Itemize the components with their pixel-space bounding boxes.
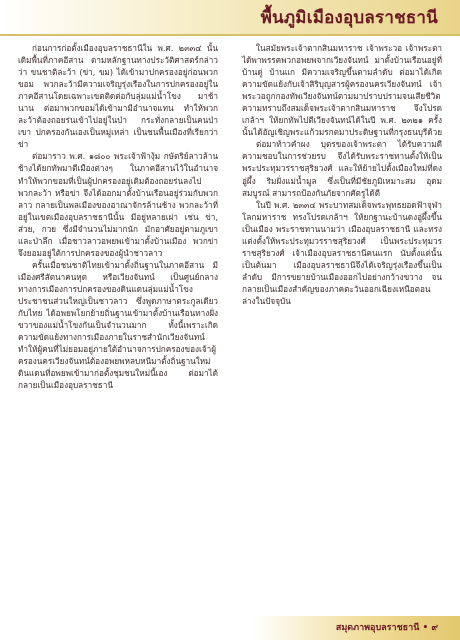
paragraph: ต่อมาราว พ.ศ. ๑๘๐๐ พระเจ้าฟ้างุ้ม กษัตริย์ลาวล้านช้างได้ยกทัพมาตีเมืองต่างๆ ในภาคอีสานไว้ในอำนาจ ทำให้พวกขอมที่เป็นผู้ปกครองอยู่เดิมต้องถอยร่นลงไป พวกละว้า หรือข่า จึงได้ออกมาตั้งบ้านเรือนอยู่ร่วมกับพวกลาว กลายเป็นพลเมืองของอาณาจักรล้านช้าง พวกละว้าที่อยู่ในเขตเมืองอุบลราชธานีนั้น มีอยู่หลายเผ่า เช่น ข่า, ส่วย, กวย ซึ่งมีจำนวนไม่มากนัก มักอาศัยอยู่ตามภูเขาและป่าลึก เมื่อชาวลาวอพยพเข้ามาตั้งบ้านเมือง พวกข่าจึงยอมอยู่ใต้การปกครองของผู้นำชาวลาว (18, 151, 218, 258)
paragraph: ครั้นเมื่อชนชาติไทยเข้ามาตั้งถิ่นฐานในภาคอีสาน มีเมืองศรีสัตนาคนหุต หรือเวียงจันทน์ เป็นศูนย์กลางทางการเมืองการปกครองของดินแดนลุ่มแม่น้ำโขง ประชาชนส่วนใหญ่เป็นชาวลาว ซึ่งพูดภาษาตระกูลเดียวกับไทย ได้อพยพโยกย้ายถิ่นฐานเข้ามาตั้งบ้านเรือนทางฝั่งขวาของแม่น้ำโขงกันเป็นจำนวนมาก ทั้งนี้เพราะเกิดความขัดแย้งทางการเมืองภายในราชสำนักเวียงจันทน์ ทำให้ผู้คนที่ไม่ยอมอยู่ภายใต้อำนาจการปกครองของเจ้าผู้ครองนครเวียงจันทน์ต้องอพยพหลบหนีมาตั้งถิ่นฐานใหม่ ดินแดนที่อพยพเข้ามาก่อตั้งชุมชนใหม่นี้เอง ต่อมาได้กลายเป็นเมืองอุบลราชธานี (18, 259, 218, 391)
paragraph: ในปี พ.ศ. ๒๓๓๔ พระบาทสมเด็จพระพุทธยอดฟ้าจุฬาโลกมหาราช ทรงโปรดเกล้าฯ ให้ยกฐานะบ้านดงอู่ผึ้งขึ้นเป็นเมือง พระราชทานนามว่า เมืองอุบลราชธานี และทรงแต่งตั้งให้พระประทุมวรราชสุริยวงศ์ เป็นพระประทุมวรราชสุริยวงศ์ เจ้าเมืองอุบลราชธานีคนแรก นับตั้งแต่นั้นเป็นต้นมา เมืองอุบลราชธานีจึงได้เจริญรุ่งเรืองขึ้นเป็นลำดับ มีการขยายบ้านเมืองออกไปอย่างกว้างขวาง จนกลายเป็นเมืองสำคัญของภาคตะวันออกเฉียงเหนือตอนล่างในปัจจุบัน (242, 199, 442, 306)
paragraph: ก่อนการก่อตั้งเมืองอุบลราชธานีใน พ.ศ. ๒๓๓๔ นั้น เดิมพื้นที่ภาคอีสาน ตามหลักฐานทางประวัติศาสตร์กล่าวว่า ขนชาติละว้า (ข่า, ขม) ได้เข้ามาปกครองอยู่ก่อนพวกขอม พวกละว้ามีความเจริญรุ่งเรืองในการปกครองอยู่ในภาคอีสานโดยเฉพาะเขตติดต่อกับลุ่มแม่น้ำโขง มาช้านาน ต่อมาพวกขอมได้เข้ามามีอำนาจแทน ทำให้พวกละว้าต้องถอยร่นเข้าไปอยู่ในป่า กระทั่งกลายเป็นคนป่าเขา ปกครองกันเองเป็นหมู่เหล่า เป็นชนพื้นเมืองที่เรียกว่า ข่า (18, 43, 218, 150)
paragraph: ในสมัยพระเจ้าตากสินมหาราช เจ้าพระวอ เจ้าพระตา ได้พาพรรคพวกอพยพจากเวียงจันทน์ มาตั้งบ้านเรือนอยู่ที่ บ้านดู่ บ้านแก มีความเจริญขึ้นตามลำดับ ต่อมาได้เกิดความขัดแย้งกับเจ้าสิริบุญสารผู้ครองนครเวียงจันทน์ เจ้าพระวอถูกกองทัพเวียงจันทน์ตามมาปราบปรามจนเสียชีวิต ความทราบถึงสมเด็จพระเจ้าตากสินมหาราช จึงโปรดเกล้าฯ ให้ยกทัพไปตีเวียงจันทน์ได้ในปี พ.ศ. ๒๓๒๑ ครั้งนั้นได้อัญเชิญพระแก้วมรกตมาประดิษฐานที่กรุงธนบุรีด้วย (242, 43, 443, 138)
right-text-column (242, 42, 442, 307)
left-text-column (18, 42, 218, 391)
page-title: พื้นภูมิเมืองอุบลราชธานี (260, 8, 438, 28)
footer-page-number: สมุดภาพอุบลราชธานี • ๙ (335, 623, 438, 633)
header-divider (0, 34, 460, 36)
paragraph: ต่อมาท้าวคำผง บุตรของเจ้าพระตา ได้รับความดีความชอบในการช่วยรบ จึงได้รับพระราชทานตั้งให้เป็นพระประทุมวรราชสุริยวงศ์ และให้ย้ายไปตั้งเมืองใหม่ที่ดงอู่ผึ้ง ริมฝั่งแม่น้ำมูล ซึ่งเป็นที่มีชัยภูมิเหมาะสม อุดมสมบูรณ์ สามารถป้องกันภัยจากศัตรูได้ดี (242, 139, 442, 198)
